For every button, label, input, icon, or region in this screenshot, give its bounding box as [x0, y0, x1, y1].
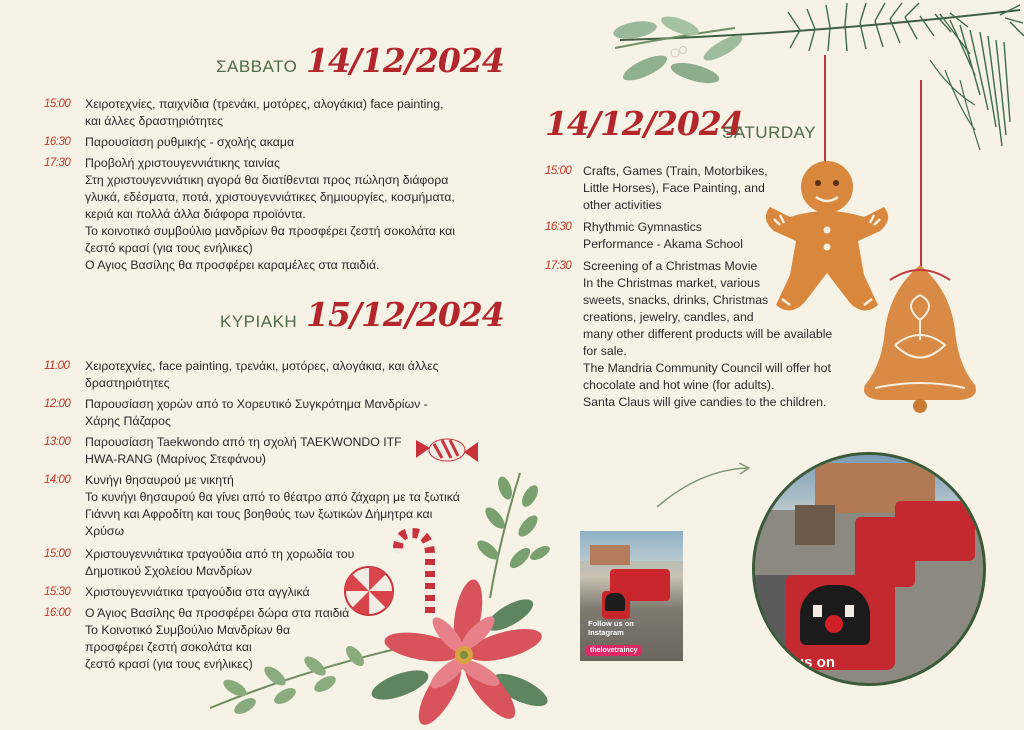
description-line: και άλλες δραστηριότητες: [85, 114, 224, 128]
date-sunday-gr: 15/12/2024: [306, 295, 504, 334]
description-line: Προβολή χριστουγεννιάτικης ταινίας: [85, 156, 280, 170]
description-line: Ο Αγιος Βασίλης θα προσφέρει καραμέλες στα παιδιά.: [85, 258, 380, 272]
train-photo: [752, 452, 986, 686]
follow-text: Follow us on Instagram: [588, 619, 634, 637]
description-line: HWA-RANG (Μαρίνος Στεφάνου): [85, 452, 267, 466]
ribbon: [824, 55, 826, 170]
day-label-sunday-gr: ΚΥΡΙΑΚΗ: [220, 312, 298, 331]
description-line: Rhythmic Gymnastics: [583, 220, 702, 234]
time: 15:30: [44, 586, 71, 598]
description-line: Χάρης Πάζαρος: [85, 414, 171, 428]
ribbon: [920, 80, 922, 270]
time: 12:00: [44, 398, 71, 410]
description-line: chocolate and hot wine (for adults).: [583, 378, 775, 392]
date-saturday-gr: 14/12/2024: [306, 41, 504, 80]
description-line: Το κυνήγι θησαυρού θα γίνει από το θέατρο από ζάχαρη με τα ξωτικά: [85, 490, 460, 504]
description-line: creations, jewelry, candles, and: [583, 310, 754, 324]
description-line: δραστηριότητες: [85, 376, 170, 390]
mistletoe-icon: [605, 8, 765, 103]
description-line: ζεστό κρασί (για τους ενήλικες): [85, 241, 253, 255]
description-line: Στη χριστουγεννιάτικη αγορά θα διατίθενται προς πώληση διάφορα: [85, 173, 449, 187]
time: 14:00: [44, 474, 71, 486]
description-line: many other different products will be available: [583, 327, 833, 341]
day-label-saturday-en: SATURDAY: [722, 123, 817, 142]
description-line: Χειροτεχνίες, face painting, τρενάκι, μοτόρες, αλογάκια, και άλλες: [85, 359, 439, 373]
time: 17:30: [44, 157, 71, 169]
description-line: Γιάννη και Αφροδίτη και τους βοηθούς των ξωτικών Δήμητρα και: [85, 507, 433, 521]
description-line: Little Horses), Face Painting, and: [583, 181, 765, 195]
description-line: Screening of a Christmas Movie: [583, 259, 758, 273]
day-label-saturday-gr: ΣΑΒΒΑΤΟ: [216, 57, 298, 76]
description-line: Παρουσίαση ρυθμικής - σχολής ακαμα: [85, 135, 295, 149]
description-line: προσφέρει ζεστή σοκολάτα και: [85, 640, 252, 654]
description-line: Χρύσω: [85, 524, 125, 538]
description-line: other activities: [583, 198, 662, 212]
gingerbread-bell-icon: [860, 260, 980, 415]
circle-caption: us on: [795, 654, 835, 671]
instagram-handle[interactable]: thelovetraincy: [586, 645, 641, 656]
time: 16:00: [44, 607, 71, 619]
description-line: for sale.: [583, 344, 627, 358]
description-line: The Mandria Community Council will offer hot: [583, 361, 831, 375]
description-line: Crafts, Games (Train, Motorbikes,: [583, 164, 768, 178]
description-line: κεριά και πολλά άλλα διάφορα προϊόντα.: [85, 207, 306, 221]
description-line: Το Κοινοτικό Συμβούλιο Μανδρίων θα: [85, 623, 291, 637]
time: 11:00: [44, 360, 70, 372]
date-saturday-en: 14/12/2024: [545, 104, 743, 143]
description-line: Ο Άγιος Βασίλης θα προσφέρει δώρα στα παιδιά: [85, 606, 350, 620]
description-line: sweets, snacks, drinks, Christmas: [583, 293, 769, 307]
time: 15:00: [545, 165, 572, 177]
time: 16:30: [545, 221, 572, 233]
description-line: Χριστουγεννιάτικα τραγούδια στα αγγλικά: [85, 585, 310, 599]
time: 15:00: [44, 548, 71, 560]
candy-icon: [414, 428, 480, 472]
description-line: Το κοινοτικό συμβούλιο μανδρίων θα προσφέρει ζεστή σοκολάτα και: [85, 224, 456, 238]
poinsettia-icon: [360, 575, 555, 725]
time: 15:00: [44, 98, 71, 110]
arrow-icon: [655, 462, 755, 512]
description-line: Santa Claus will give candies to the children.: [583, 395, 827, 409]
time: 13:00: [44, 436, 71, 448]
description-line: Performance - Akama School: [583, 237, 743, 251]
description-line: ζεστό κρασί (για τους ενήλικες): [85, 657, 253, 671]
description-line: γλυκά, εδέσματα, ποτά, χριστουγεννιάτικες δημιουργίες, κοσμήματα,: [85, 190, 455, 204]
description-line: Χειροτεχνίες, παιχνίδια (τρενάκι, μοτόρες, αλογάκια) face painting,: [85, 97, 444, 111]
description-line: In the Christmas market, various: [583, 276, 760, 290]
description-line: Παρουσίαση χορών από το Χορευτικό Συγκρότημα Μανδρίων -: [85, 397, 428, 411]
description-line: Κυνήγι θησαυρού με νικητή: [85, 473, 234, 487]
description-line: Δημοτικού Σχολείου Μανδρίων: [85, 564, 252, 578]
time: 17:30: [545, 260, 572, 272]
time: 16:30: [44, 136, 71, 148]
description-line: Χριστουγεννιάτικα τραγούδια από τη χορωδία του: [85, 547, 355, 561]
instagram-screenshot[interactable]: [580, 531, 683, 661]
description-line: Παρουσίαση Taekwondo από τη σχολή TAEKWONDO ITF: [85, 435, 402, 449]
